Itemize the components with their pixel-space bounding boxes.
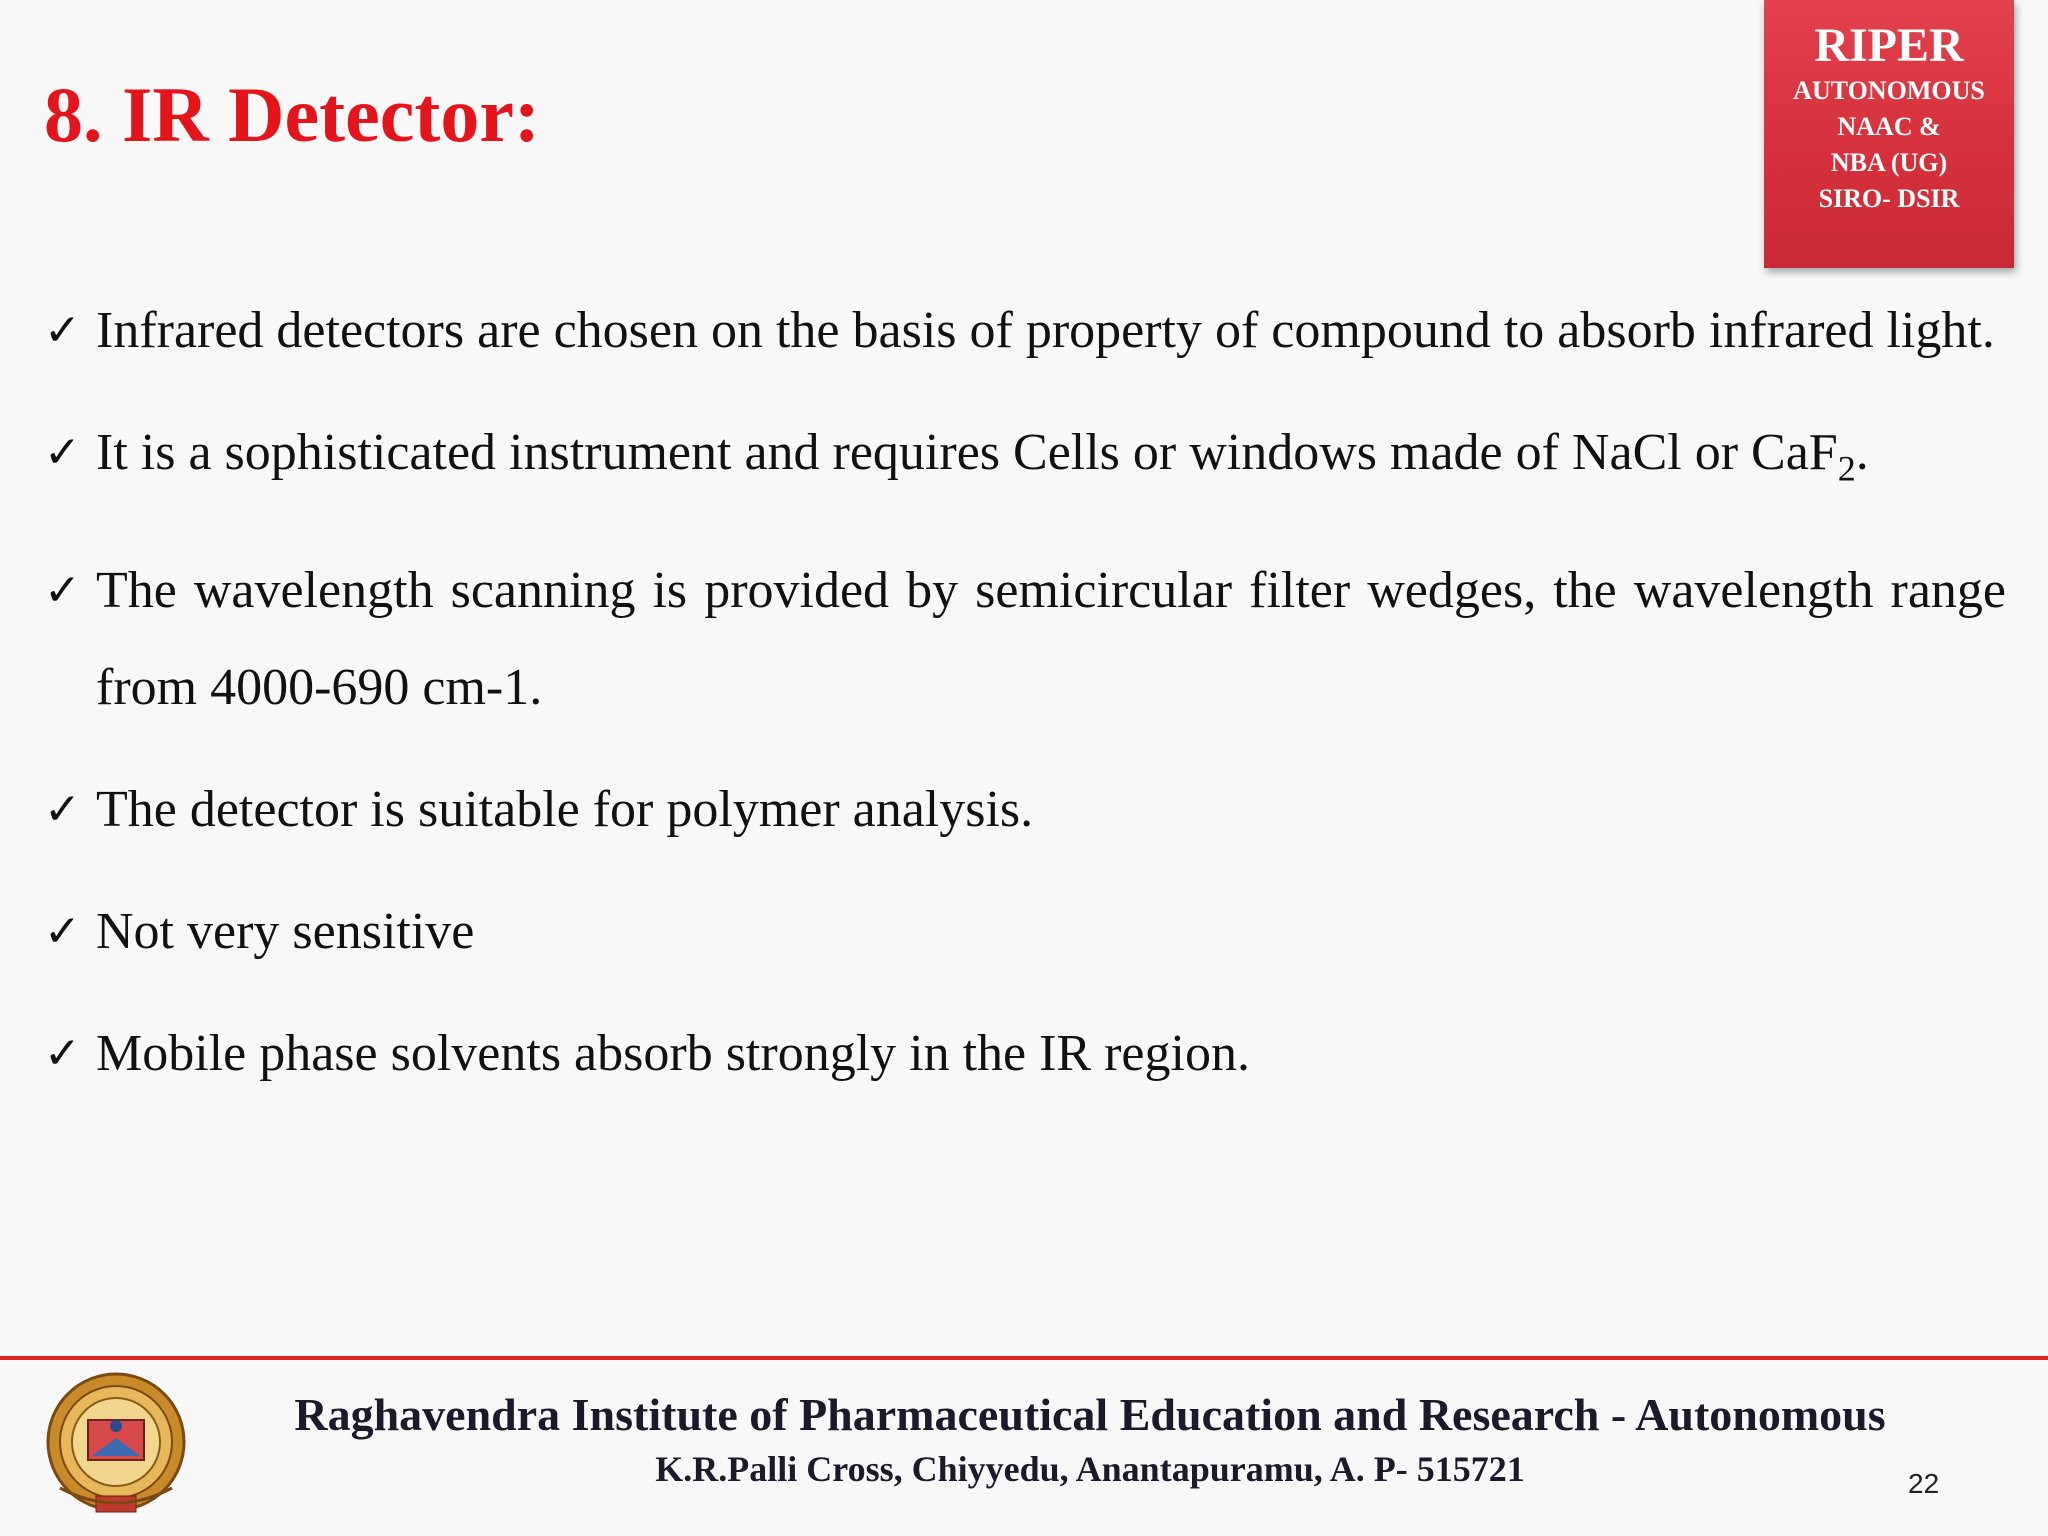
badge-siro: SIRO- DSIR [1818,183,1960,213]
institute-logo-icon [40,1368,192,1524]
badge-riper: RIPER [1814,19,1964,72]
bullet-item [44,542,2006,736]
badge-naac: NAAC & [1837,111,1941,141]
checkmark-icon: ✓ [44,427,81,478]
checkmark-icon: ✓ [44,305,81,356]
footer-address: K.R.Palli Cross, Chiyyedu, Anantapuramu, A. P- 515721 [655,1449,1525,1489]
checkmark-icon: ✓ [44,906,81,958]
accreditation-badge [1764,0,2014,268]
checkmark-icon: ✓ [44,784,81,836]
bullet-text: Not very sensitive [96,903,475,961]
bullet-text: The detector is suitable for polymer analysis. [96,781,1034,839]
bullet-item [44,404,2006,517]
bullet-text: It is a sophisticated instrument and requires Cells or windows made of NaCl or CaF [96,424,1838,481]
subscript: 2 [1837,448,1856,489]
bullet-item [44,761,2006,858]
slide-title: 8. IR Detector: [44,71,540,158]
bullet-item [44,282,2006,379]
bullet-text: Mobile phase solvents absorb strongly in the IR region. [96,1025,1250,1083]
bullet-text-end: . [1855,424,1869,481]
bullet-item [44,883,2006,980]
checkmark-icon: ✓ [44,1028,81,1080]
badge-nba: NBA (UG) [1830,147,1948,177]
page-number: 22 [1908,1468,1940,1499]
checkmark-icon: ✓ [44,565,81,617]
bullet-list [44,282,2006,1102]
footer-institute-name: Raghavendra Institute of Pharmaceutical Education and Research - Autonomous [294,1389,1886,1440]
badge-autonomous: AUTONOMOUS [1793,75,1985,105]
bullet-text: The wavelength scanning is provided by semicircular filter wedges, the wavelength range from 4000-690 cm-1. [96,562,2006,717]
bullet-item [44,1005,2006,1102]
bullet-text: Infrared detectors are chosen on the basis of property of compound to absorb infrared light. [96,302,1995,359]
footer-divider [0,1356,2048,1360]
